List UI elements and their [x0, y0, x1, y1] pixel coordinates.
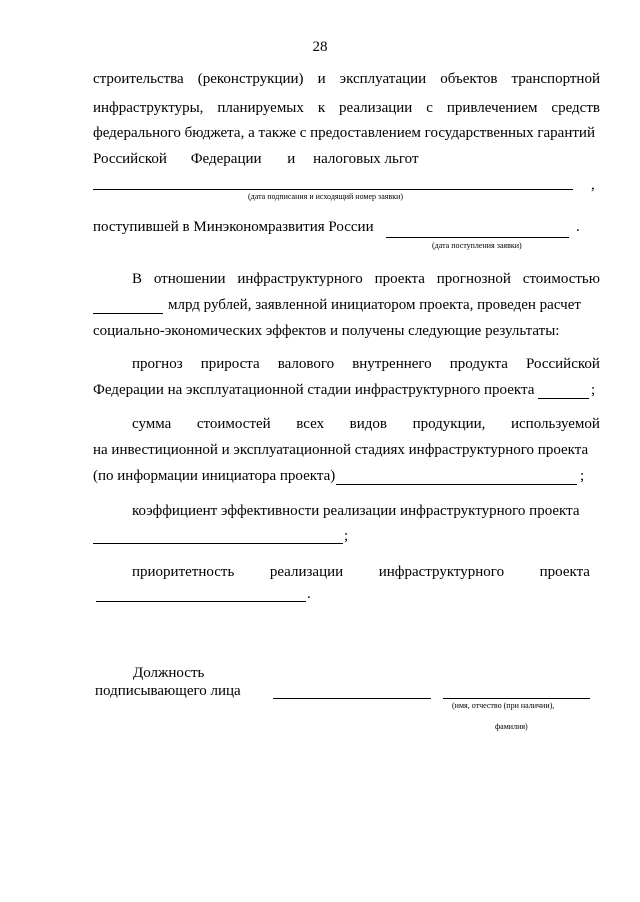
- word: отношении: [153, 271, 226, 287]
- caption-received-date: (дата поступления заявки): [432, 241, 522, 250]
- word: прогнозной: [436, 271, 511, 287]
- word: видов: [349, 416, 387, 432]
- word: и: [317, 71, 326, 87]
- word: проекта: [374, 271, 425, 287]
- word: В: [132, 271, 143, 287]
- word: планируемых: [217, 100, 304, 116]
- word: прироста: [200, 356, 260, 372]
- item2-line-1: [132, 415, 600, 433]
- item3-blank-line: [93, 543, 343, 544]
- page-number: 28: [312, 39, 328, 55]
- item1-line-1: [132, 355, 600, 373]
- para1-line-3: социально-экономических эффектов и получены следующие результаты:: [93, 323, 560, 339]
- word: Российской: [526, 356, 600, 372]
- word: приоритетность: [132, 564, 235, 580]
- received-period: .: [576, 219, 580, 235]
- word: сумма: [132, 416, 172, 432]
- word: с: [426, 100, 433, 116]
- intro-line-4: [93, 150, 419, 168]
- word: продукции,: [412, 416, 486, 432]
- word: Федерации: [190, 151, 262, 167]
- word: средств: [551, 100, 600, 116]
- item1-end: ;: [591, 382, 596, 398]
- word: проекта: [539, 564, 590, 580]
- position-label-line-1: Должность: [133, 665, 205, 681]
- item1-line-2: Федерации на эксплуатационной стадии инфраструктурного проекта: [93, 382, 535, 398]
- word: реализации: [339, 100, 413, 116]
- word: Российской: [93, 151, 167, 167]
- word: объектов: [440, 71, 498, 87]
- caption-name: (имя, отчество (при наличии),: [452, 701, 555, 710]
- line-comma: ,: [591, 177, 595, 193]
- word: эксплуатации: [339, 71, 427, 87]
- received-date-line: [386, 237, 569, 238]
- item4-end: .: [307, 586, 311, 602]
- name-line: [443, 698, 590, 699]
- item4-blank-line: [96, 601, 306, 602]
- word: реализации: [269, 564, 344, 580]
- word: стоимостью: [522, 271, 600, 287]
- word: инфраструктурного: [237, 271, 363, 287]
- item2-line-2: на инвестиционной и эксплуатационной стадиях инфраструктурного проекта: [93, 442, 589, 458]
- intro-line-3: федерального бюджета, а также с предоставлением государственных гарантий: [93, 125, 595, 141]
- intro-line-1: [93, 70, 600, 88]
- word: продукта: [449, 356, 508, 372]
- word: (реконструкции): [197, 71, 304, 87]
- para1-line-1: [132, 270, 600, 288]
- word: инфраструктуры,: [93, 100, 204, 116]
- item2-blank-line: [336, 484, 577, 485]
- received-text: поступившей в Минэкономразвития России: [93, 219, 374, 235]
- word: привлечением: [446, 100, 538, 116]
- item1-blank-line: [538, 398, 589, 399]
- item3-line-1: коэффициент эффективности реализации инфраструктурного проекта: [132, 503, 580, 519]
- word: валового: [277, 356, 335, 372]
- word: внутреннего: [352, 356, 432, 372]
- word: строительства: [93, 71, 184, 87]
- word: стоимостей: [196, 416, 271, 432]
- cost-blank-line: [93, 313, 163, 314]
- para1-line-2: млрд рублей, заявленной инициатором проекта, проведен расчет: [168, 297, 581, 313]
- caption-surname: фамилия): [495, 722, 528, 731]
- word: всех: [296, 416, 325, 432]
- item2-line-3: (по информации инициатора проекта): [93, 468, 336, 484]
- signing-date-line: [93, 189, 573, 190]
- word: транспортной: [511, 71, 600, 87]
- item4-line-1: [132, 563, 590, 581]
- word: налоговых льгот: [313, 151, 419, 167]
- word: прогноз: [132, 356, 183, 372]
- position-label-line-2: подписывающего лица: [95, 683, 241, 699]
- word: используемой: [511, 416, 600, 432]
- intro-line-2: [93, 99, 600, 117]
- word: к: [317, 100, 326, 116]
- word: инфраструктурного: [378, 564, 505, 580]
- word: и: [287, 151, 296, 167]
- item2-end: ;: [580, 468, 585, 484]
- item3-end: ;: [344, 528, 349, 544]
- signature-line: [273, 698, 431, 699]
- caption-signing-date: (дата подписания и исходящий номер заявки): [248, 192, 404, 201]
